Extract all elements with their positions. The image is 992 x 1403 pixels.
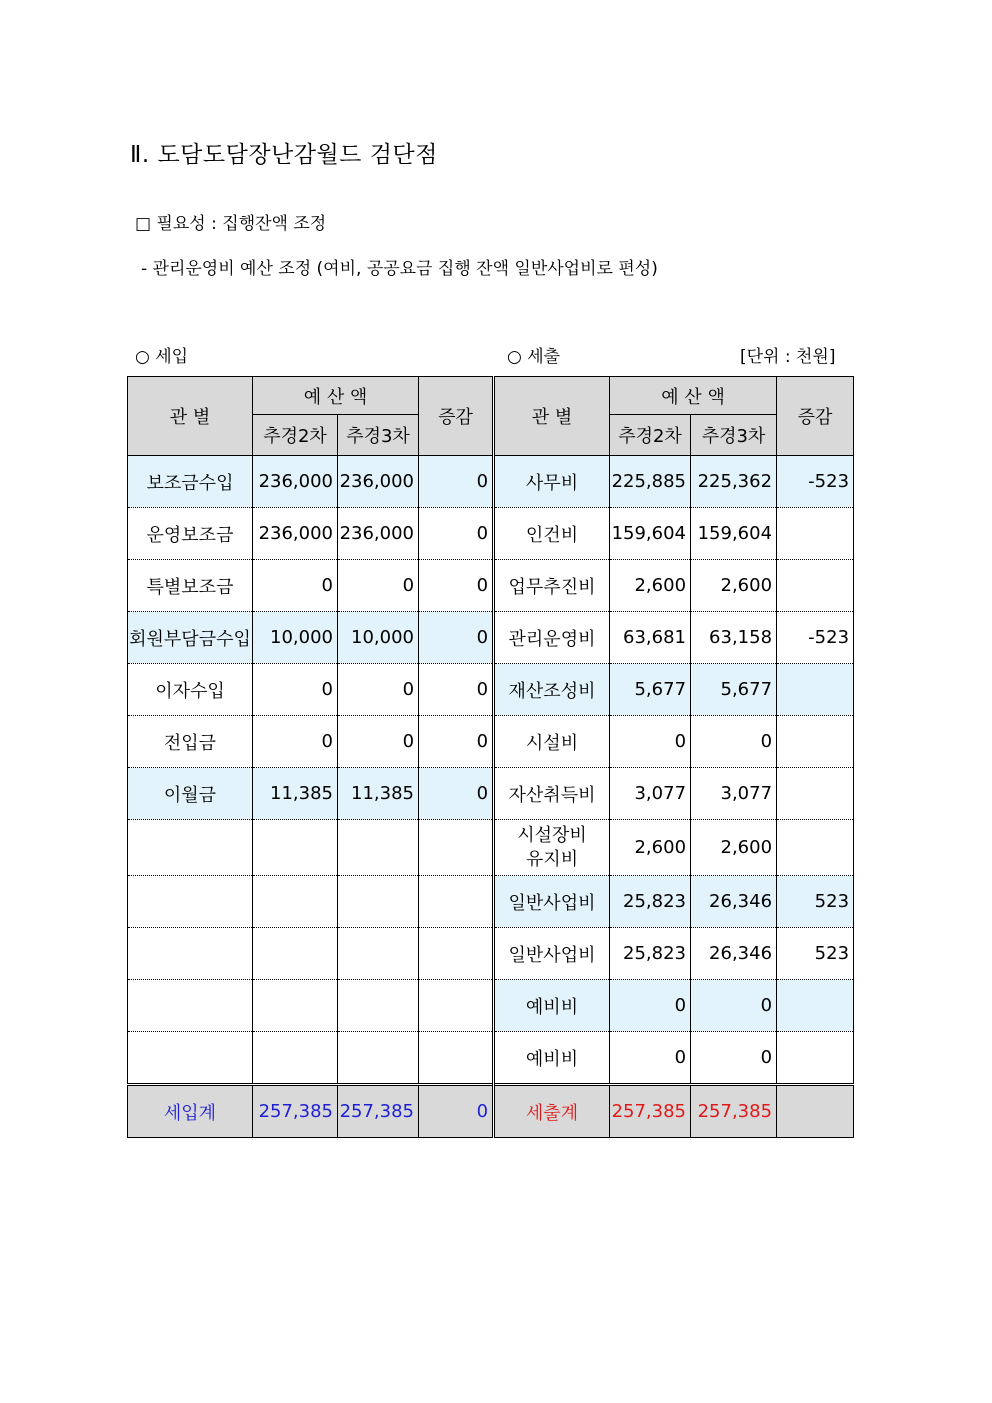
income-change [419, 980, 494, 1032]
expense-name: 재산조성비 [494, 664, 610, 716]
expense-change-header: 증감 [777, 377, 854, 456]
expense-name: 시설비 [494, 716, 610, 768]
income-rev3: 10,000 [338, 612, 419, 664]
income-budget-header: 예 산 액 [253, 377, 419, 415]
income-rev2: 236,000 [253, 456, 338, 508]
income-rev3: 0 [338, 716, 419, 768]
income-total-change: 0 [419, 1085, 494, 1138]
expense-name: 일반사업비 [494, 876, 610, 928]
expense-total-change [777, 1085, 854, 1138]
expense-rev2: 5,677 [610, 664, 691, 716]
expense-rev3: 5,677 [691, 664, 777, 716]
expense-name: 관리운영비 [494, 612, 610, 664]
income-rev3: 236,000 [338, 456, 419, 508]
income-change: 0 [419, 664, 494, 716]
income-name: 전입금 [128, 716, 253, 768]
income-name [128, 928, 253, 980]
expense-rev2: 3,077 [610, 768, 691, 820]
income-change: 0 [419, 456, 494, 508]
income-rev2 [253, 928, 338, 980]
income-rev2 [253, 820, 338, 876]
income-rev2: 0 [253, 664, 338, 716]
income-change [419, 820, 494, 876]
expense-change: 523 [777, 876, 854, 928]
table-row [128, 980, 854, 1032]
income-change [419, 1032, 494, 1085]
income-rev3 [338, 876, 419, 928]
expense-rev2-header: 추경2차 [610, 415, 691, 456]
income-rev3 [338, 1032, 419, 1085]
income-rev2 [253, 876, 338, 928]
table-row [128, 560, 854, 612]
income-rev2: 236,000 [253, 508, 338, 560]
table-row [128, 820, 854, 876]
expense-rev2: 0 [610, 1032, 691, 1085]
expense-change: 523 [777, 928, 854, 980]
necessity-line: □ 필요성 : 집행잔액 조정 [135, 214, 327, 234]
income-rev3-header: 추경3차 [338, 415, 419, 456]
table-row [128, 928, 854, 980]
income-rev3: 11,385 [338, 768, 419, 820]
income-rev3: 0 [338, 664, 419, 716]
income-name: 이자수입 [128, 664, 253, 716]
unit-label: [단위 : 천원] [740, 347, 836, 367]
table-row [128, 1032, 854, 1085]
expense-name [494, 820, 610, 876]
expense-rev3: 225,362 [691, 456, 777, 508]
income-change: 0 [419, 612, 494, 664]
expense-change: -523 [777, 612, 854, 664]
income-name [128, 820, 253, 876]
income-rev2: 0 [253, 716, 338, 768]
income-change: 0 [419, 560, 494, 612]
expense-rev3-header: 추경3차 [691, 415, 777, 456]
table-row [128, 612, 854, 664]
expense-rev3: 3,077 [691, 768, 777, 820]
expense-change: -523 [777, 456, 854, 508]
expense-name: 일반사업비 [494, 928, 610, 980]
income-name: 운영보조금 [128, 508, 253, 560]
income-total-rev3: 257,385 [338, 1085, 419, 1138]
income-change-header: 증감 [419, 377, 494, 456]
income-total-rev2: 257,385 [253, 1085, 338, 1138]
table-row [128, 876, 854, 928]
expense-rev3: 159,604 [691, 508, 777, 560]
income-change: 0 [419, 508, 494, 560]
income-name: 보조금수입 [128, 456, 253, 508]
page-title: Ⅱ. 도담도담장난감월드 검단점 [130, 142, 438, 168]
income-rev3 [338, 980, 419, 1032]
expense-name: 자산취득비 [494, 768, 610, 820]
income-total-label: 세입계 [128, 1085, 253, 1138]
income-rev2-header: 추경2차 [253, 415, 338, 456]
expense-total-rev2: 257,385 [610, 1085, 691, 1138]
expense-rev2: 159,604 [610, 508, 691, 560]
table-row [128, 768, 854, 820]
total-row [128, 1085, 854, 1138]
expense-rev2: 0 [610, 716, 691, 768]
expense-name-line1: 시설장비 [517, 824, 587, 846]
income-rev2: 0 [253, 560, 338, 612]
expense-change [777, 508, 854, 560]
income-name: 이월금 [128, 768, 253, 820]
expense-name: 사무비 [494, 456, 610, 508]
expense-rev3: 0 [691, 1032, 777, 1085]
expense-budget-header: 예 산 액 [610, 377, 777, 415]
expense-change [777, 664, 854, 716]
expense-rev2: 25,823 [610, 876, 691, 928]
expense-section-label: ○ 세출 [507, 347, 561, 367]
expense-rev3: 0 [691, 980, 777, 1032]
table-row [128, 456, 854, 508]
income-change: 0 [419, 768, 494, 820]
income-rev2 [253, 980, 338, 1032]
expense-rev2: 63,681 [610, 612, 691, 664]
budget-table [127, 376, 854, 1138]
expense-rev3: 2,600 [691, 560, 777, 612]
income-name [128, 1032, 253, 1085]
expense-change [777, 980, 854, 1032]
income-rev3: 236,000 [338, 508, 419, 560]
expense-total-label: 세출계 [494, 1085, 610, 1138]
income-rev3: 0 [338, 560, 419, 612]
expense-name: 인건비 [494, 508, 610, 560]
expense-rev3: 26,346 [691, 876, 777, 928]
expense-rev2: 0 [610, 980, 691, 1032]
expense-change [777, 560, 854, 612]
expense-category-header: 관 별 [494, 377, 610, 456]
expense-total-rev3: 257,385 [691, 1085, 777, 1138]
expense-rev2: 2,600 [610, 820, 691, 876]
expense-name: 예비비 [494, 1032, 610, 1085]
income-name: 특별보조금 [128, 560, 253, 612]
expense-name-line2: 유지비 [525, 848, 579, 870]
table-row [128, 508, 854, 560]
income-rev2: 10,000 [253, 612, 338, 664]
detail-line: - 관리운영비 예산 조정 (여비, 공공요금 집행 잔액 일반사업비로 편성) [141, 259, 658, 279]
income-change [419, 876, 494, 928]
expense-change [777, 716, 854, 768]
expense-rev2: 25,823 [610, 928, 691, 980]
income-rev3 [338, 820, 419, 876]
expense-name: 업무추진비 [494, 560, 610, 612]
expense-name: 예비비 [494, 980, 610, 1032]
income-change [419, 928, 494, 980]
expense-change [777, 820, 854, 876]
income-name [128, 980, 253, 1032]
income-change: 0 [419, 716, 494, 768]
expense-rev3: 2,600 [691, 820, 777, 876]
income-name: 회원부담금수입 [128, 612, 253, 664]
income-rev2 [253, 1032, 338, 1085]
expense-change [777, 1032, 854, 1085]
income-section-label: ○ 세입 [135, 347, 189, 367]
income-rev2: 11,385 [253, 768, 338, 820]
expense-change [777, 768, 854, 820]
table-row [128, 664, 854, 716]
income-rev3 [338, 928, 419, 980]
income-name [128, 876, 253, 928]
expense-rev3: 26,346 [691, 928, 777, 980]
income-category-header: 관 별 [128, 377, 253, 456]
expense-rev3: 0 [691, 716, 777, 768]
expense-rev2: 2,600 [610, 560, 691, 612]
table-row [128, 716, 854, 768]
expense-rev2: 225,885 [610, 456, 691, 508]
expense-rev3: 63,158 [691, 612, 777, 664]
